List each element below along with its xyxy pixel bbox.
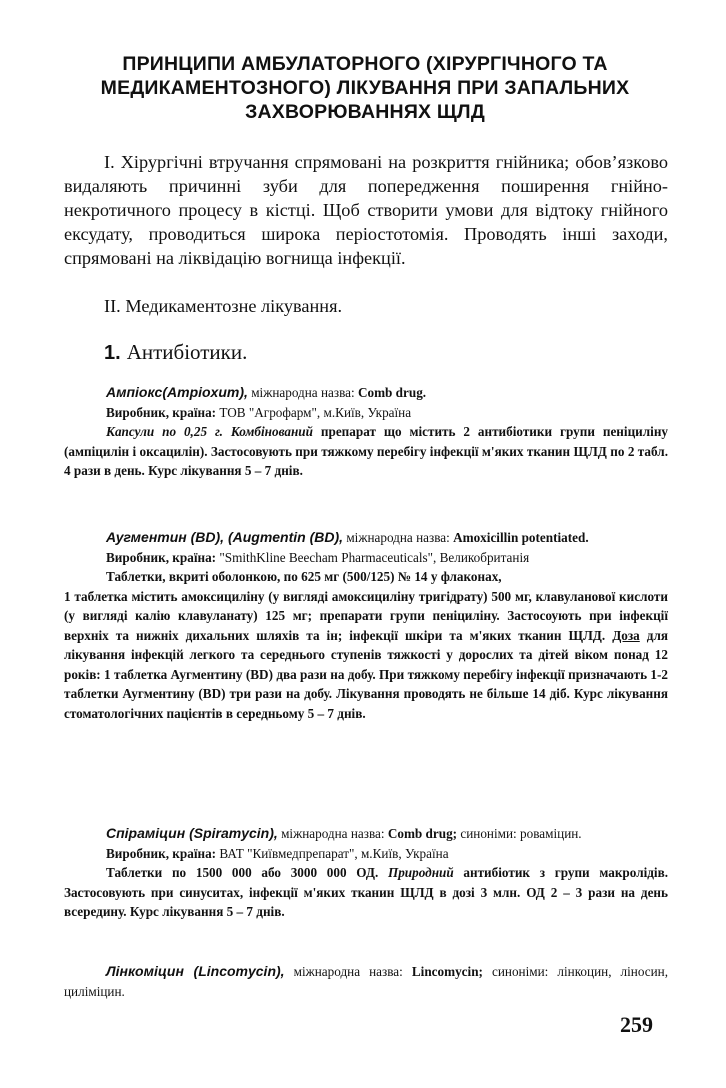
drug-name: Ампіокс(Ampioxum), [106, 384, 248, 400]
page-number: 259 [620, 1012, 653, 1037]
maker-label: Виробник, країна: [106, 404, 217, 420]
drug-spiramycin-description [64, 863, 668, 922]
drug-augmentin-form: Таблетки, вкриті оболонкою, по 625 мг (500/125) № 14 у флаконах, [106, 569, 502, 584]
syn-label: синоніми: [491, 964, 549, 979]
maker-label: Виробник, країна: [106, 549, 217, 565]
maker-value: "SmithKline Beecham Pharmaceuticals", Великобританія [219, 549, 530, 565]
drug-augmentin-maker [64, 548, 668, 568]
form-italic: Природний [387, 865, 454, 880]
intl-label: міжнародна назва: [251, 385, 355, 400]
title-line-1: ПРИНЦИПИ АМБУЛАТОРНОГО (ХІРУРГІЧНОГО ТА [122, 53, 608, 75]
drug-augmentin-description [64, 587, 668, 724]
drug-ampioks-description [64, 422, 668, 481]
maker-value: ТОВ "Агрофарм", м.Київ, Україна [219, 404, 412, 420]
intro-paragraph-1: I. Хірургічні втручання спрямовані на розкриття гнійника; обов’язково видаляють причинні зуби для попередження поширення гнійно-некротичного процесу в кістці. Щоб створити умови для відтоку гнійного ексудату, проводиться широка періостотомія. Проводять інші заходи, спрямовані на ліквідацію вогнища інфекції. [64, 152, 668, 268]
form-a: Таблетки по 1500 000 або 3000 000 ОД. [106, 865, 379, 880]
maker-value: ВАТ "Київмедпрепарат", м.Київ, Україна [219, 845, 449, 861]
page-title [60, 52, 670, 124]
desc-a: 1 таблетка містить амоксициліну (у вигляді амоксициліну тригідрату) 500 мг, клавуланової кислоти (у вигляді калію клавуланату) 125 мг; препарати групи пеніциліну. Застосоують при інфекції верхніх та нижніх дихальних шляхів та ін; інфекції шкіри та м'яких тканин ЩЛД. [64, 588, 668, 643]
title-line-2: МЕДИКАМЕНТОЗНОГО) ЛІКУВАННЯ ПРИ ЗАПАЛЬНИХ [100, 77, 630, 99]
syn-label: синоніми: [460, 826, 517, 841]
drug-spiramycin-maker [64, 844, 668, 864]
title-line-3: ЗАХВОРЮВАННЯХ ЩЛД [245, 101, 485, 123]
drug-lincomycin-header [64, 962, 668, 1001]
drug-spiramycin-header [64, 824, 668, 844]
intl-value: Comb drug. [357, 385, 427, 400]
intl-label: міжнародна назва: [281, 826, 385, 841]
section-number: 1. [104, 342, 121, 364]
syn-value: лінкоцин, ліносин, циліміцин. [64, 964, 669, 999]
section-heading [104, 340, 247, 365]
drug-augmentin-header [64, 528, 668, 548]
drug-lincomycin [64, 962, 668, 1001]
drug-spiramycin [64, 824, 668, 922]
drug-augmentin [64, 528, 668, 723]
intl-value: Amoxicillin potentiated. [453, 530, 589, 545]
form-italic: Капсули по 0,25 г. [106, 424, 223, 439]
form-rest: препарат що містить 2 антибіотики групи пеніциліну (ампіцилін і оксацилін). Застосовують при тяжкому перебігу інфекції м'яких тканин ЩЛД по 2 табл. 4 рази в день. Курс лікування 5 – 7 днів. [64, 424, 669, 478]
drug-ampioks [64, 383, 668, 481]
form-b: антибіотик з групи макролідів. Застосовують при синуситах, інфекції м'яких тканин ЩЛД в дозі 3 млн. ОД 2 – 3 рази на день всередину. Курс лікування 5 – 7 днів. [64, 865, 669, 919]
intl-label: міжнародна назва: [293, 964, 403, 979]
intl-label: міжнародна назва: [346, 530, 450, 545]
maker-label: Виробник, країна: [106, 845, 217, 861]
drug-name: Лінкоміцин (Lincomycin), [106, 963, 285, 979]
form-b2: Комбінований [230, 424, 313, 439]
desc-b: для лікування інфекцій легкого та середнього ступенів тяжкості у дорослих та дітей віком понад 12 років: 1 таблетка Аугментину (BD) два рази на добу. При тяжкому перебігу інфекції призначають 1-2 таблетки Аугментину (BD) три рази на добу. Лікування проводять не більше 14 діб. Курс лікування стоматологічних пацієнтів в середньому 5 – 7 днів. [64, 627, 669, 721]
intro-paragraph-2: II. Медикаментозне лікування. [104, 296, 343, 316]
intl-value: Comb drug; [387, 826, 458, 841]
drug-ampioks-maker [64, 403, 668, 423]
syn-value: роваміцин. [520, 826, 582, 841]
drug-name: Спіраміцин (Spiramycin), [106, 825, 278, 841]
intl-value: Lincomycin; [411, 964, 483, 979]
section-label: Антибіотики. [126, 340, 248, 364]
drug-ampioks-header [64, 383, 668, 403]
drug-name: Аугментин (BD), (Augmentin (BD), [106, 529, 344, 545]
dose-word: Доза [612, 627, 640, 643]
